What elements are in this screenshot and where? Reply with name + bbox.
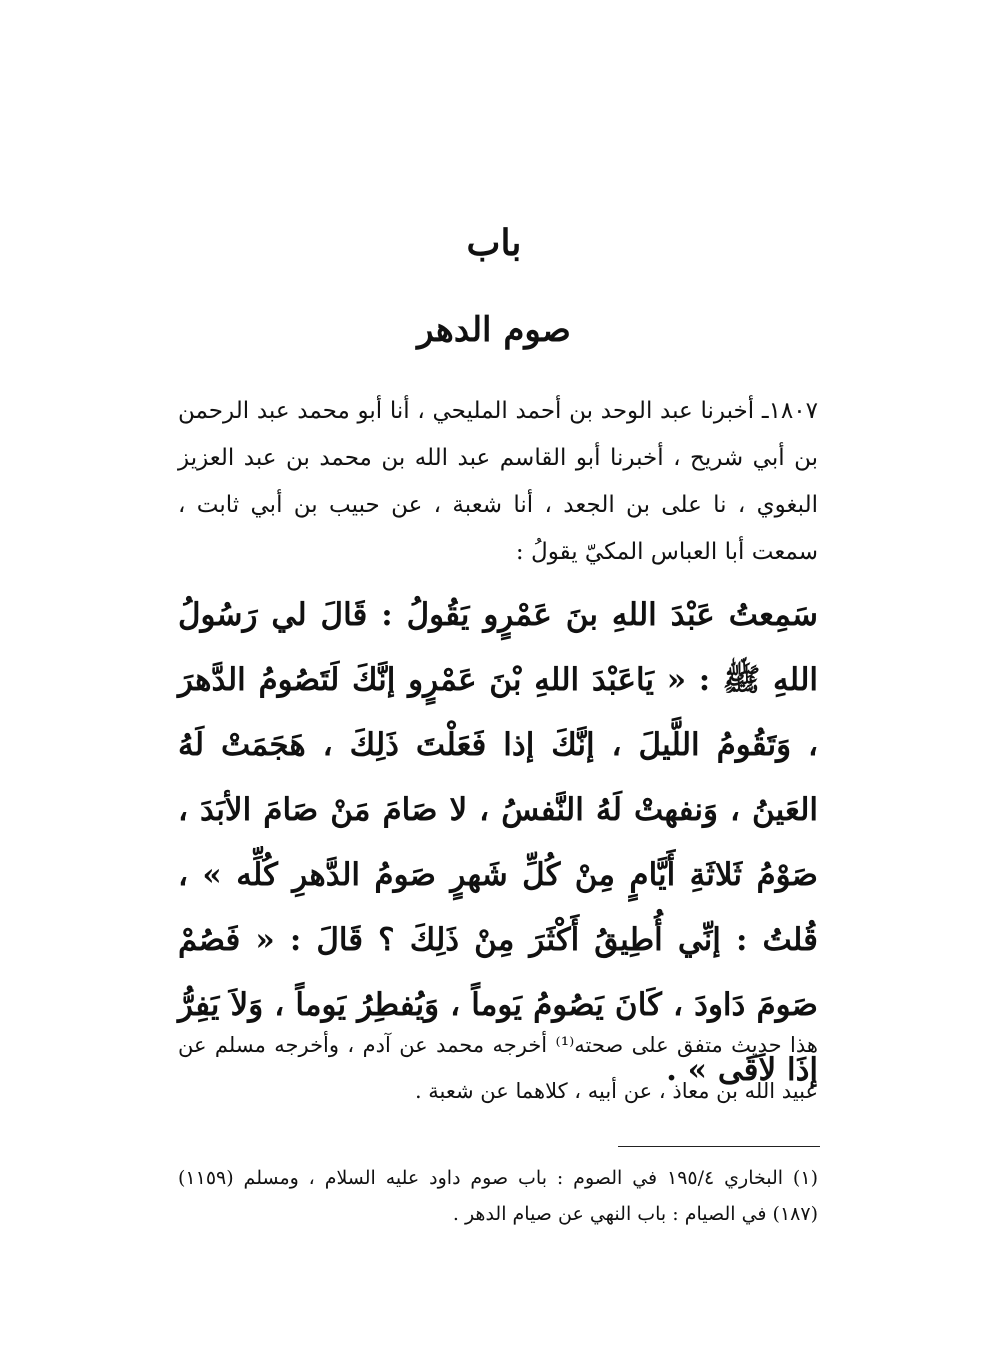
chapter-title: باب — [466, 222, 522, 264]
hadith-isnad: ١٨٠٧ـ أخبرنا عبد الوحد بن أحمد المليحي ، أنا أبو محمد عبد الرحمن بن أبي شريح ، أخبرنا أبو القاسم عبد الله بن محمد بن عبد العزيز البغوي ، نا على بن الجعد ، أنا شعبة ، عن حبيب بن أبي ثابت ، سمعت أبا العباس المكيّ يقولُ : — [178, 398, 818, 565]
hadith-matn: سَمِعتُ عَبْدَ اللهِ بنَ عَمْرٍو يَقُولُ : قَالَ لي رَسُولُ اللهِ ﷺ : « يَاعَبْدَ اللهِ بْنَ عَمْرٍو إنَّكَ لَتَصُومُ الدَّهرَ ، وَتَقُومُ اللَّيلَ ، إنَّكَ إذا فَعَلْتَ ذَلِكَ ، هَجَمَتْ لَهُ العَينُ ، وَنفهتْ لَهُ النَّفسُ ، لا صَامَ مَنْ صَامَ الأبَدَ ، صَوْمُ ثَلاثَةِ أَيَّامٍ مِنْ كُلِّ شَهرٍ صَومُ الدَّهرِ كُلِّه » ، قُلتُ : إنِّي أُطِيقُ أَكْثَرَ مِنْ ذَلِكَ ؟ قَالَ : « فَصُمْ صَومَ دَاودَ ، كَانَ يَصُومُ يَوماً ، وَيُفطِرُ يَوماً ، وَلاَ يَفِرُّ إذَا لاَقَى » . — [178, 597, 818, 1088]
footnote: (١) البخاري ١٩٥/٤ في الصوم : باب صوم داود عليه السلام ، ومسلم (١١٥٩) (١٨٧) في الصيام : باب النهي عن صيام الدهر . — [178, 1167, 818, 1225]
footnote-divider — [618, 1146, 820, 1147]
hadith-takhrij: هذا حديث متفق على صحته⁽¹⁾ أخرجه محمد عن آدم ، وأخرجه مسلم عن عبيد الله بن معاذ ، عن أبيه ، كلاهما عن شعبة . — [178, 1033, 818, 1103]
chapter-subtitle: صوم الدهر — [417, 310, 571, 350]
